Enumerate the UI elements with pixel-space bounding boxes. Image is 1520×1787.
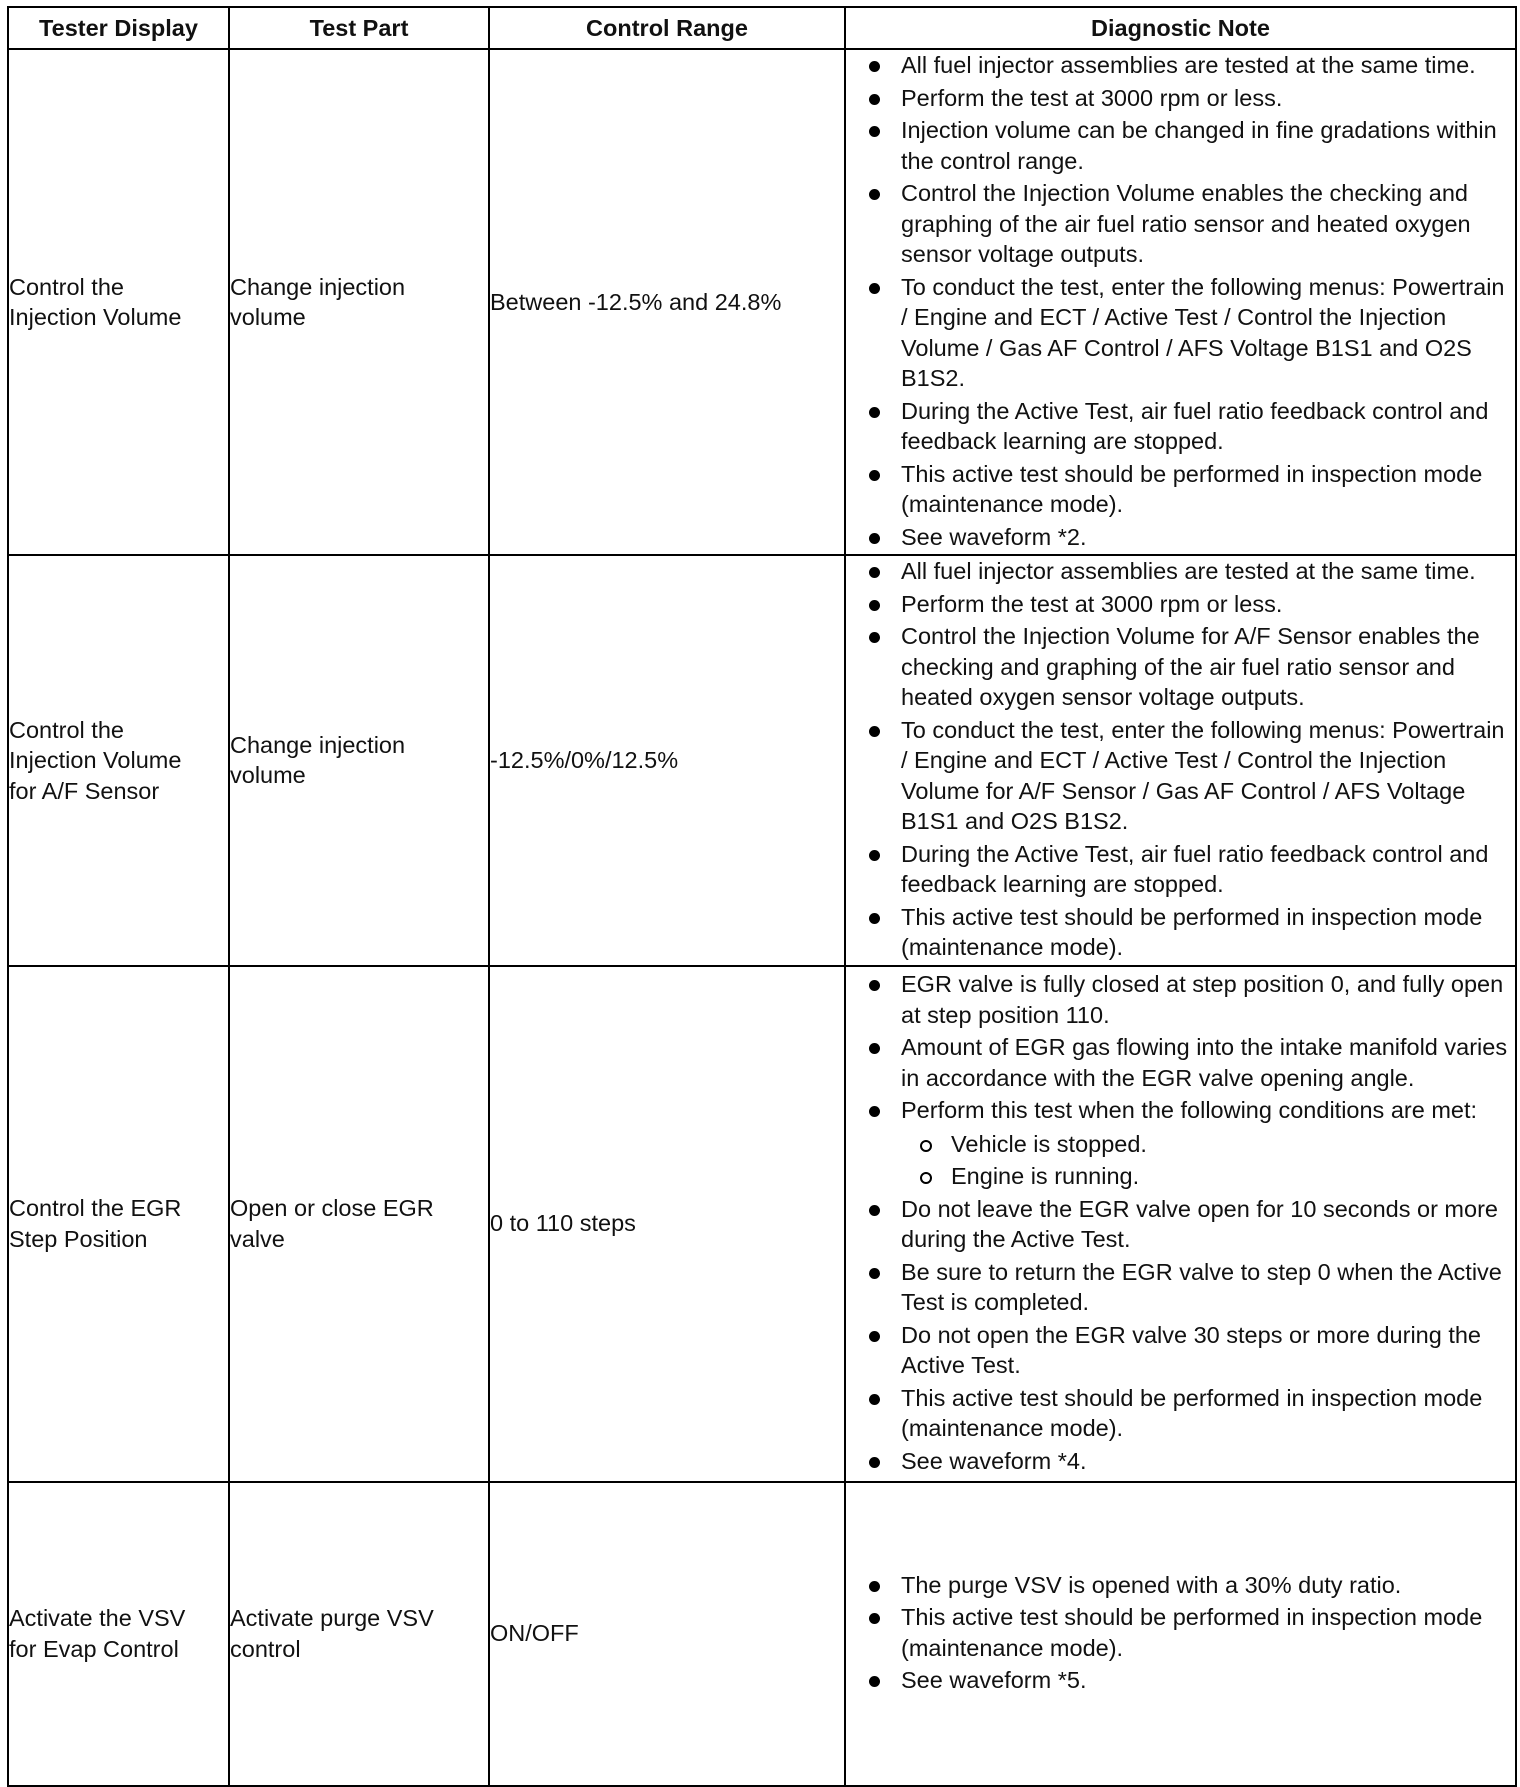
note-text: This active test should be performed in inspection mode (maintenance mode). bbox=[901, 1384, 1483, 1441]
table-body bbox=[8, 49, 1516, 1786]
note-text: Perform the test at 3000 rpm or less. bbox=[901, 84, 1283, 111]
note-text: See waveform *5. bbox=[901, 1667, 1087, 1693]
note-text: Injection volume can be changed in fine gradations within the control range. bbox=[901, 117, 1497, 174]
note-item bbox=[846, 1095, 1515, 1192]
table-row bbox=[8, 49, 1516, 555]
cell-diagnostic-note bbox=[845, 966, 1516, 1482]
cell-tester-display-text: Control the Injection Volume bbox=[9, 273, 182, 330]
note-list bbox=[846, 556, 1515, 963]
cell-test-part bbox=[229, 1482, 489, 1786]
header-test-part: Test Part bbox=[229, 7, 489, 49]
note-list bbox=[846, 1570, 1515, 1696]
note-text: Perform this test when the following conditions are met: bbox=[901, 1097, 1478, 1123]
header-tester-display: Tester Display bbox=[8, 7, 229, 49]
note-text: Be sure to return the EGR valve to step 0 when the Active Test is completed. bbox=[901, 1258, 1502, 1315]
note-text: See waveform *2. bbox=[901, 523, 1087, 550]
note-item bbox=[846, 1383, 1515, 1444]
cell-tester-display-text: Control the Injection Volume for A/F Sensor bbox=[9, 716, 182, 804]
note-text: This active test should be performed in inspection mode (maintenance mode). bbox=[901, 1604, 1483, 1661]
note-item bbox=[846, 50, 1515, 81]
note-item bbox=[846, 556, 1515, 587]
note-sublist bbox=[901, 1129, 1515, 1192]
cell-control-range-text: 0 to 110 steps bbox=[490, 1210, 636, 1237]
cell-tester-display bbox=[8, 49, 229, 555]
note-text: To conduct the test, enter the following menus: Powertrain / Engine and ECT / Active Test / Control the Injection Volume for A/F Sensor / Gas AF Control / AFS Voltage B1S1 and O2S B1S2. bbox=[901, 716, 1505, 834]
cell-test-part bbox=[229, 49, 489, 555]
note-item bbox=[846, 715, 1515, 837]
note-text: See waveform *4. bbox=[901, 1447, 1087, 1474]
note-item bbox=[846, 115, 1515, 176]
note-subitem: Engine is running. bbox=[901, 1161, 1515, 1192]
cell-control-range bbox=[489, 555, 845, 966]
note-text: During the Active Test, air fuel ratio feedback control and feedback learning are stopped. bbox=[901, 397, 1489, 454]
note-text: The purge VSV is opened with a 30% duty ratio. bbox=[901, 1571, 1402, 1598]
cell-control-range-text: Between -12.5% and 24.8% bbox=[490, 288, 782, 315]
cell-tester-display bbox=[8, 1482, 229, 1786]
cell-test-part-text: Change injection volume bbox=[230, 273, 406, 330]
cell-tester-display bbox=[8, 555, 229, 966]
header-diagnostic-note: Diagnostic Note bbox=[845, 7, 1516, 49]
note-item bbox=[846, 1320, 1515, 1381]
cell-tester-display-text: Activate the VSV for Evap Control bbox=[9, 1605, 186, 1662]
note-text: Control the Injection Volume for A/F Sensor enables the checking and graphing of the air fuel ratio sensor and heated oxygen sensor voltage outputs. bbox=[901, 623, 1480, 710]
cell-test-part-text: Open or close EGR valve bbox=[230, 1195, 434, 1252]
note-text: During the Active Test, air fuel ratio feedback control and feedback learning are stopped. bbox=[901, 840, 1489, 897]
cell-control-range-text: -12.5%/0%/12.5% bbox=[490, 747, 679, 773]
note-text: All fuel injector assemblies are tested at the same time. bbox=[901, 558, 1476, 584]
note-text: To conduct the test, enter the following menus: Powertrain / Engine and ECT / Active Test / Control the Injection Volume / Gas AF Control / AFS Voltage B1S1 and O2S B1S2. bbox=[901, 273, 1505, 391]
note-item bbox=[846, 459, 1515, 520]
note-text: All fuel injector assemblies are tested at the same time. bbox=[901, 52, 1476, 78]
note-item bbox=[846, 1032, 1515, 1093]
note-item bbox=[846, 589, 1515, 620]
cell-control-range bbox=[489, 49, 845, 555]
note-text: This active test should be performed in inspection mode (maintenance mode). bbox=[901, 903, 1483, 960]
cell-control-range bbox=[489, 1482, 845, 1786]
note-item bbox=[846, 1194, 1515, 1255]
note-list bbox=[846, 969, 1515, 1476]
note-item bbox=[846, 522, 1515, 553]
note-item bbox=[846, 839, 1515, 900]
note-item bbox=[846, 1665, 1515, 1696]
note-item bbox=[846, 83, 1515, 114]
cell-test-part-text: Change injection volume bbox=[230, 731, 406, 789]
note-item bbox=[846, 1257, 1515, 1318]
table-row bbox=[8, 966, 1516, 1482]
cell-control-range-text: ON/OFF bbox=[490, 1620, 579, 1647]
cell-test-part-text: Activate purge VSV control bbox=[230, 1605, 434, 1662]
note-text: Amount of EGR gas flowing into the intake manifold varies in accordance with the EGR valve opening angle. bbox=[901, 1034, 1508, 1091]
note-item bbox=[846, 272, 1515, 394]
note-item bbox=[846, 1570, 1515, 1601]
cell-diagnostic-note bbox=[845, 49, 1516, 555]
cell-test-part bbox=[229, 555, 489, 966]
note-item bbox=[846, 902, 1515, 963]
cell-tester-display-text: Control the EGR Step Position bbox=[9, 1195, 182, 1252]
active-test-table bbox=[7, 6, 1517, 1787]
note-subitem: Vehicle is stopped. bbox=[901, 1129, 1515, 1160]
note-text: EGR valve is fully closed at step position 0, and fully open at step position 110. bbox=[901, 971, 1504, 1028]
table-row bbox=[8, 1482, 1516, 1786]
cell-test-part bbox=[229, 966, 489, 1482]
note-text: Control the Injection Volume enables the checking and graphing of the air fuel ratio sensor and heated oxygen sensor voltage outputs. bbox=[901, 180, 1471, 267]
note-item bbox=[846, 178, 1515, 270]
note-item bbox=[846, 1446, 1515, 1477]
note-text: Do not leave the EGR valve open for 10 seconds or more during the Active Test. bbox=[901, 1195, 1498, 1252]
header-row bbox=[8, 7, 1516, 49]
note-item bbox=[846, 621, 1515, 713]
note-text: Perform the test at 3000 rpm or less. bbox=[901, 590, 1283, 617]
note-item bbox=[846, 396, 1515, 457]
header-control-range: Control Range bbox=[489, 7, 845, 49]
note-text: This active test should be performed in inspection mode (maintenance mode). bbox=[901, 460, 1483, 517]
note-item bbox=[846, 969, 1515, 1030]
table-row bbox=[8, 555, 1516, 966]
cell-control-range bbox=[489, 966, 845, 1482]
cell-diagnostic-note bbox=[845, 555, 1516, 966]
cell-tester-display bbox=[8, 966, 229, 1482]
cell-diagnostic-note bbox=[845, 1482, 1516, 1786]
note-list bbox=[846, 50, 1515, 552]
note-item bbox=[846, 1602, 1515, 1663]
note-text: Do not open the EGR valve 30 steps or more during the Active Test. bbox=[901, 1321, 1481, 1378]
